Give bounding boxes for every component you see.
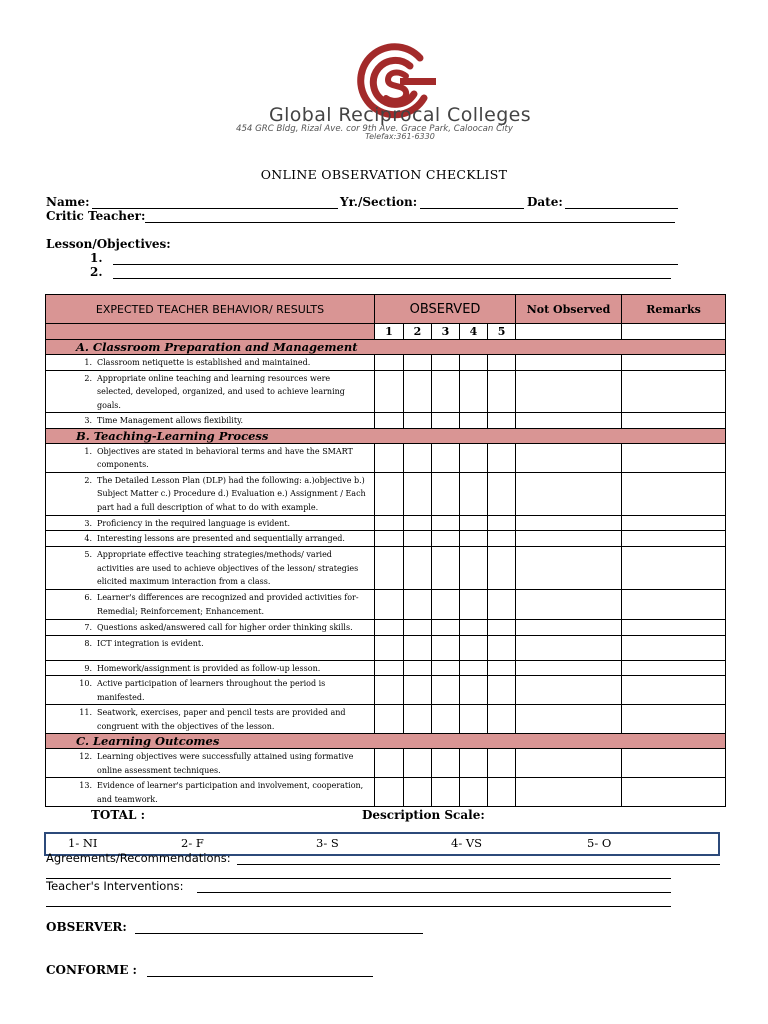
item-text: ICT integration is evident. bbox=[97, 638, 204, 648]
description-scale-label: Description Scale: bbox=[362, 808, 485, 822]
remarks-cell[interactable] bbox=[622, 620, 726, 636]
rating-cell-5[interactable] bbox=[488, 705, 516, 734]
rating-cell-2[interactable] bbox=[404, 635, 432, 660]
scale-number-3: 3 bbox=[432, 324, 460, 340]
scale-number-5: 5 bbox=[488, 324, 516, 340]
scale-number-4: 4 bbox=[460, 324, 488, 340]
not-observed-cell[interactable] bbox=[516, 547, 622, 590]
remarks-cell[interactable] bbox=[622, 705, 726, 734]
not-observed-cell[interactable] bbox=[516, 590, 622, 620]
rating-cell-1[interactable] bbox=[375, 370, 404, 413]
name-label: Name: bbox=[46, 195, 90, 209]
scale-item-vs: 4- VS bbox=[451, 836, 483, 850]
objective-2-field[interactable] bbox=[113, 278, 671, 279]
item-number: 4. bbox=[84, 534, 92, 543]
rating-cell-5[interactable] bbox=[488, 547, 516, 590]
not-observed-cell[interactable] bbox=[516, 515, 622, 531]
checklist-row bbox=[46, 635, 726, 660]
not-observed-cell[interactable] bbox=[516, 370, 622, 413]
item-number: 13. bbox=[79, 781, 92, 790]
rating-cell-3[interactable] bbox=[432, 443, 460, 472]
date-field[interactable] bbox=[565, 208, 678, 209]
item-number: 7. bbox=[84, 623, 92, 632]
rating-cell-1[interactable] bbox=[375, 705, 404, 734]
total-label: TOTAL : bbox=[91, 808, 146, 822]
item-text: Appropriate effective teaching strategies/methods/ varied activities are used to achieve objectives of the lesson/ strategies elicited maximum interaction from a class. bbox=[97, 550, 359, 586]
remarks-header-blank bbox=[622, 324, 726, 340]
remarks-cell[interactable] bbox=[622, 515, 726, 531]
rating-cell-5[interactable] bbox=[488, 749, 516, 778]
section-title: A. Classroom Preparation and Management bbox=[46, 340, 726, 355]
item-text: Appropriate online teaching and learning resources were selected, developed, organized, and used to achieve learning goals. bbox=[97, 373, 345, 410]
scale-number-1: 1 bbox=[375, 324, 404, 340]
remarks-cell[interactable] bbox=[622, 676, 726, 705]
checklist-row bbox=[46, 660, 726, 676]
item-text: Classroom netiquette is established and maintained. bbox=[97, 358, 311, 367]
remarks-cell[interactable] bbox=[622, 547, 726, 590]
not-observed-header-blank bbox=[516, 324, 622, 340]
yr-section-field[interactable] bbox=[420, 208, 524, 209]
rating-cell-3[interactable] bbox=[432, 590, 460, 620]
rating-cell-3[interactable] bbox=[432, 547, 460, 590]
rating-cell-3[interactable] bbox=[432, 531, 460, 547]
rating-cell-4[interactable] bbox=[460, 472, 488, 515]
rating-cell-4[interactable] bbox=[460, 413, 488, 429]
not-observed-cell[interactable] bbox=[516, 620, 622, 636]
rating-cell-2[interactable] bbox=[404, 443, 432, 472]
rating-cell-1[interactable] bbox=[375, 676, 404, 705]
not-observed-cell[interactable] bbox=[516, 443, 622, 472]
college-telefax: Telefax:361-6330 bbox=[365, 132, 435, 141]
checklist-item bbox=[46, 472, 375, 515]
item-number: 8. bbox=[84, 638, 92, 648]
rating-cell-1[interactable] bbox=[375, 749, 404, 778]
remarks-column-header: Remarks bbox=[622, 295, 726, 324]
checklist-item bbox=[46, 413, 375, 429]
rating-cell-1[interactable] bbox=[375, 590, 404, 620]
item-number: 12. bbox=[79, 752, 92, 761]
rating-cell-5[interactable] bbox=[488, 443, 516, 472]
checklist-item bbox=[46, 778, 375, 807]
objective-1-label: 1. bbox=[90, 251, 103, 265]
checklist-item bbox=[46, 590, 375, 620]
remarks-cell[interactable] bbox=[622, 443, 726, 472]
remarks-cell[interactable] bbox=[622, 590, 726, 620]
item-number: 6. bbox=[84, 593, 92, 602]
objective-1-field[interactable] bbox=[113, 264, 678, 265]
section-row bbox=[46, 734, 726, 749]
objective-2-label: 2. bbox=[90, 265, 103, 279]
scale-item-s: 3- S bbox=[316, 836, 339, 850]
checklist-row bbox=[46, 590, 726, 620]
rating-cell-3[interactable] bbox=[432, 635, 460, 660]
rating-cell-3[interactable] bbox=[432, 472, 460, 515]
checklist-item bbox=[46, 749, 375, 778]
scale-item-ni: 1- NI bbox=[68, 836, 98, 850]
rating-cell-4[interactable] bbox=[460, 515, 488, 531]
checklist-row bbox=[46, 676, 726, 705]
rating-cell-4[interactable] bbox=[460, 749, 488, 778]
not-observed-cell[interactable] bbox=[516, 660, 622, 676]
rating-cell-4[interactable] bbox=[460, 676, 488, 705]
item-number: 2. bbox=[84, 373, 92, 383]
college-address: 454 GRC Bldg, Rizal Ave. cor 9th Ave. Grace Park, Caloocan City bbox=[236, 124, 513, 134]
rating-cell-3[interactable] bbox=[432, 778, 460, 807]
item-number: 11. bbox=[79, 708, 92, 717]
checklist-item bbox=[46, 370, 375, 413]
rating-cell-5[interactable] bbox=[488, 676, 516, 705]
interventions-label: Teacher's Interventions: bbox=[46, 879, 184, 893]
rating-cell-5[interactable] bbox=[488, 413, 516, 429]
item-number: 1. bbox=[84, 358, 92, 367]
not-observed-cell[interactable] bbox=[516, 778, 622, 807]
scale-header-blank bbox=[46, 324, 375, 340]
not-observed-cell[interactable] bbox=[516, 472, 622, 515]
item-text: Interesting lessons are presented and sequentially arranged. bbox=[97, 534, 345, 543]
rating-cell-1[interactable] bbox=[375, 620, 404, 636]
behavior-column-header: EXPECTED TEACHER BEHAVIOR/ RESULTS bbox=[46, 295, 375, 324]
checklist-row bbox=[46, 355, 726, 371]
lesson-objectives-label: Lesson/Objectives: bbox=[46, 237, 171, 251]
interventions-field-line-2[interactable] bbox=[46, 906, 671, 907]
checklist-item bbox=[46, 443, 375, 472]
rating-cell-5[interactable] bbox=[488, 660, 516, 676]
rating-cell-4[interactable] bbox=[460, 635, 488, 660]
conforme-field[interactable] bbox=[147, 976, 373, 977]
scale-number-2: 2 bbox=[404, 324, 432, 340]
item-number: 1. bbox=[84, 446, 92, 456]
rating-cell-3[interactable] bbox=[432, 660, 460, 676]
checklist-item bbox=[46, 676, 375, 705]
not-observed-cell[interactable] bbox=[516, 635, 622, 660]
rating-cell-5[interactable] bbox=[488, 620, 516, 636]
checklist-row bbox=[46, 443, 726, 472]
yr-section-label: Yr./Section: bbox=[340, 195, 418, 209]
rating-cell-1[interactable] bbox=[375, 531, 404, 547]
rating-cell-2[interactable] bbox=[404, 620, 432, 636]
rating-cell-4[interactable] bbox=[460, 355, 488, 371]
rating-cell-1[interactable] bbox=[375, 660, 404, 676]
agreements-label: Agreements/Recommendations: bbox=[46, 851, 231, 865]
rating-cell-1[interactable] bbox=[375, 515, 404, 531]
checklist-item bbox=[46, 547, 375, 590]
rating-cell-1[interactable] bbox=[375, 778, 404, 807]
critic-teacher-label: Critic Teacher: bbox=[46, 209, 146, 223]
scale-item-o: 5- O bbox=[587, 836, 612, 850]
remarks-cell[interactable] bbox=[622, 355, 726, 371]
observer-label: OBSERVER: bbox=[46, 920, 127, 934]
rating-cell-2[interactable] bbox=[404, 547, 432, 590]
rating-cell-1[interactable] bbox=[375, 443, 404, 472]
rating-cell-2[interactable] bbox=[404, 749, 432, 778]
critic-teacher-field[interactable] bbox=[145, 222, 675, 223]
agreements-field-line-1[interactable] bbox=[237, 864, 720, 865]
item-number: 10. bbox=[79, 679, 92, 688]
not-observed-cell[interactable] bbox=[516, 676, 622, 705]
checklist-row bbox=[46, 778, 726, 807]
item-text: Questions asked/answered call for higher order thinking skills. bbox=[97, 623, 353, 632]
rating-cell-2[interactable] bbox=[404, 515, 432, 531]
rating-cell-1[interactable] bbox=[375, 355, 404, 371]
page-title: ONLINE OBSERVATION CHECKLIST bbox=[260, 167, 508, 182]
rating-cell-3[interactable] bbox=[432, 620, 460, 636]
checklist-row bbox=[46, 472, 726, 515]
rating-cell-2[interactable] bbox=[404, 531, 432, 547]
rating-cell-2[interactable] bbox=[404, 370, 432, 413]
rating-cell-4[interactable] bbox=[460, 620, 488, 636]
item-text: Evidence of learner's participation and involvement, cooperation, and teamwork. bbox=[97, 781, 364, 804]
rating-cell-2[interactable] bbox=[404, 472, 432, 515]
checklist-item bbox=[46, 355, 375, 371]
rating-cell-3[interactable] bbox=[432, 515, 460, 531]
not-observed-cell[interactable] bbox=[516, 705, 622, 734]
rating-cell-5[interactable] bbox=[488, 531, 516, 547]
not-observed-column-header: Not Observed bbox=[516, 295, 622, 324]
item-number: 9. bbox=[84, 663, 92, 673]
rating-cell-5[interactable] bbox=[488, 515, 516, 531]
item-number: 3. bbox=[84, 416, 92, 425]
rating-cell-5[interactable] bbox=[488, 590, 516, 620]
item-number: 2. bbox=[84, 475, 92, 485]
section-row bbox=[46, 340, 726, 355]
checklist-item bbox=[46, 620, 375, 636]
rating-cell-2[interactable] bbox=[404, 676, 432, 705]
item-number: 3. bbox=[84, 518, 92, 528]
rating-cell-5[interactable] bbox=[488, 778, 516, 807]
item-text: Objectives are stated in behavioral terms and have the SMART components. bbox=[97, 446, 353, 469]
rating-cell-2[interactable] bbox=[404, 778, 432, 807]
section-title: B. Teaching-Learning Process bbox=[46, 428, 726, 443]
section-title: C. Learning Outcomes bbox=[46, 734, 726, 749]
remarks-cell[interactable] bbox=[622, 472, 726, 515]
rating-cell-2[interactable] bbox=[404, 660, 432, 676]
checklist-item bbox=[46, 635, 375, 660]
rating-cell-4[interactable] bbox=[460, 547, 488, 590]
rating-cell-5[interactable] bbox=[488, 370, 516, 413]
section-row bbox=[46, 428, 726, 443]
remarks-cell[interactable] bbox=[622, 413, 726, 429]
rating-cell-3[interactable] bbox=[432, 413, 460, 429]
rating-cell-3[interactable] bbox=[432, 676, 460, 705]
rating-cell-1[interactable] bbox=[375, 413, 404, 429]
interventions-field-line-1[interactable] bbox=[197, 892, 671, 893]
not-observed-cell[interactable] bbox=[516, 749, 622, 778]
observer-field[interactable] bbox=[135, 933, 423, 934]
rating-cell-2[interactable] bbox=[404, 590, 432, 620]
checklist-row bbox=[46, 705, 726, 734]
observation-table bbox=[45, 294, 726, 807]
rating-cell-4[interactable] bbox=[460, 531, 488, 547]
item-text: Active participation of learners throughout the period is manifested. bbox=[97, 679, 326, 702]
remarks-cell[interactable] bbox=[622, 635, 726, 660]
checklist-row bbox=[46, 515, 726, 531]
item-text: Learner's differences are recognized and provided activities for- Remedial; Reinforcement; Enhancement. bbox=[97, 593, 359, 616]
rating-cell-3[interactable] bbox=[432, 705, 460, 734]
rating-cell-2[interactable] bbox=[404, 355, 432, 371]
conforme-label: CONFORME : bbox=[46, 963, 137, 977]
date-label: Date: bbox=[527, 195, 563, 209]
rating-cell-3[interactable] bbox=[432, 749, 460, 778]
rating-cell-5[interactable] bbox=[488, 355, 516, 371]
scale-item-f: 2- F bbox=[181, 836, 204, 850]
checklist-row bbox=[46, 370, 726, 413]
not-observed-cell[interactable] bbox=[516, 531, 622, 547]
observed-column-header: OBSERVED bbox=[375, 295, 516, 324]
not-observed-cell[interactable] bbox=[516, 413, 622, 429]
remarks-cell[interactable] bbox=[622, 660, 726, 676]
college-name: Global Reciprocal Colleges bbox=[268, 104, 532, 126]
not-observed-cell[interactable] bbox=[516, 355, 622, 371]
checklist-row bbox=[46, 413, 726, 429]
item-text: Proficiency in the required language is evident. bbox=[97, 518, 291, 528]
rating-cell-5[interactable] bbox=[488, 472, 516, 515]
rating-cell-4[interactable] bbox=[460, 660, 488, 676]
rating-cell-4[interactable] bbox=[460, 443, 488, 472]
remarks-cell[interactable] bbox=[622, 370, 726, 413]
remarks-cell[interactable] bbox=[622, 778, 726, 807]
checklist-row bbox=[46, 547, 726, 590]
checklist-item bbox=[46, 705, 375, 734]
remarks-cell[interactable] bbox=[622, 749, 726, 778]
checklist-item bbox=[46, 515, 375, 531]
rating-cell-4[interactable] bbox=[460, 705, 488, 734]
item-text: Homework/assignment is provided as follow-up lesson. bbox=[97, 663, 321, 673]
item-text: The Detailed Lesson Plan (DLP) had the following: a.)objective b.) Subject Matter c.) Procedure d.) Evaluation e.) Assignment / Each part had a full description of what to do with example. bbox=[97, 475, 366, 512]
checklist-row bbox=[46, 531, 726, 547]
rating-cell-5[interactable] bbox=[488, 635, 516, 660]
checklist-item bbox=[46, 531, 375, 547]
rating-cell-4[interactable] bbox=[460, 778, 488, 807]
rating-cell-1[interactable] bbox=[375, 472, 404, 515]
item-text: Seatwork, exercises, paper and pencil tests are provided and congruent with the objectives of the lesson. bbox=[97, 708, 346, 731]
item-number: 5. bbox=[84, 550, 92, 559]
rating-cell-1[interactable] bbox=[375, 547, 404, 590]
remarks-cell[interactable] bbox=[622, 531, 726, 547]
rating-cell-3[interactable] bbox=[432, 355, 460, 371]
checklist-item bbox=[46, 660, 375, 676]
rating-cell-2[interactable] bbox=[404, 413, 432, 429]
rating-cell-1[interactable] bbox=[375, 635, 404, 660]
item-text: Learning objectives were successfully attained using formative online assessment techniques. bbox=[97, 752, 354, 775]
rating-cell-2[interactable] bbox=[404, 705, 432, 734]
rating-cell-3[interactable] bbox=[432, 370, 460, 413]
rating-cell-4[interactable] bbox=[460, 370, 488, 413]
rating-cell-4[interactable] bbox=[460, 590, 488, 620]
item-text: Time Management allows flexibility. bbox=[97, 416, 244, 425]
checklist-row bbox=[46, 749, 726, 778]
checklist-row bbox=[46, 620, 726, 636]
